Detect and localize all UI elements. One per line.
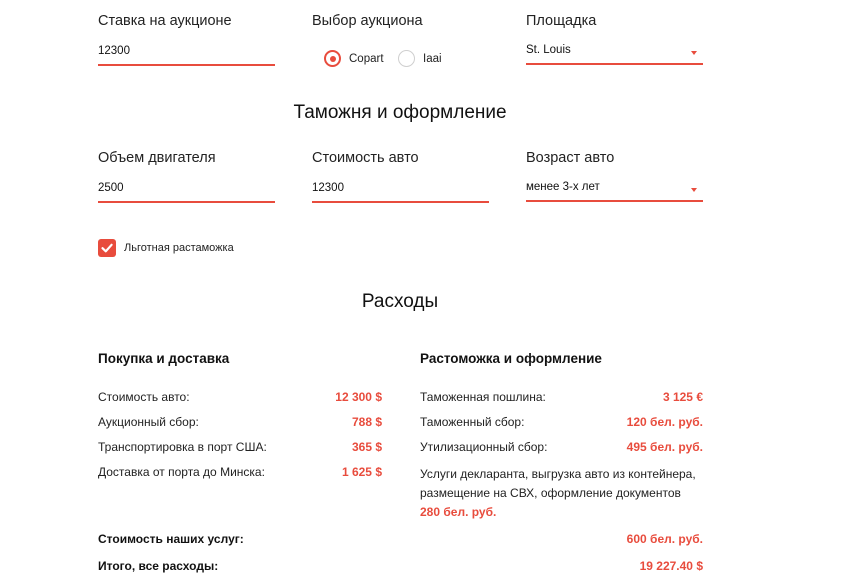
age-label: Возраст авто <box>526 150 615 166</box>
purchase-row-label: Доставка от порта до Минска: <box>98 465 265 479</box>
bid-label: Ставка на аукционе <box>98 13 232 29</box>
site-select[interactable] <box>526 40 703 67</box>
radio-copart-label: Copart <box>349 53 384 65</box>
list-item <box>420 415 703 433</box>
site-select-underline <box>526 63 703 65</box>
chevron-down-icon <box>691 51 697 55</box>
chevron-down-icon <box>691 188 697 192</box>
clearance-row-label: Таможенная пошлина: <box>420 390 546 404</box>
purchase-row-label: Аукционный сбор: <box>98 415 199 429</box>
total-row <box>98 559 703 577</box>
clearance-row-value: 120 бел. руб. <box>626 415 703 429</box>
declarant-services-value: 280 бел. руб. <box>420 505 497 519</box>
purchase-row-value: 788 $ <box>351 415 382 429</box>
radio-iaai[interactable] <box>398 50 458 70</box>
purchase-row-value: 12 300 $ <box>335 390 382 404</box>
purchase-row-value: 1 625 $ <box>341 465 382 479</box>
radio-iaai-label: Iaai <box>423 53 442 65</box>
purchase-row-label: Транспортировка в порт США: <box>98 440 267 454</box>
total-value: 19 227.40 $ <box>639 559 703 573</box>
engine-input-value: 2500 <box>98 182 124 194</box>
site-select-value: St. Louis <box>526 44 571 56</box>
engine-label: Объем двигателя <box>98 150 216 166</box>
list-item <box>420 440 703 458</box>
radio-copart-dot <box>324 50 341 67</box>
clearance-row-label: Таможенный сбор: <box>420 415 525 429</box>
age-select-value: менее 3-х лет <box>526 181 600 193</box>
preferential-label: Льготная растаможка <box>124 242 234 254</box>
cost-label: Стоимость авто <box>312 150 419 166</box>
customs-section-title: Таможня и оформление <box>293 102 507 123</box>
bid-input-value: 12300 <box>98 45 130 57</box>
bid-input[interactable] <box>98 40 275 67</box>
list-item <box>98 440 382 458</box>
radio-copart[interactable] <box>324 50 394 70</box>
engine-input-underline <box>98 201 275 203</box>
age-select-underline <box>526 200 703 202</box>
cost-input[interactable] <box>312 177 489 204</box>
services-cost-row <box>98 532 703 550</box>
clearance-row-label: Утилизационный сбор: <box>420 440 548 454</box>
clearance-subtitle: Растоможка и оформление <box>420 351 602 366</box>
total-label: Итого, все расходы: <box>98 559 219 573</box>
clearance-row-value: 3 125 € <box>662 390 703 404</box>
checkbox-checked-icon <box>98 239 116 257</box>
services-cost-label: Стоимость наших услуг: <box>98 532 244 546</box>
radio-iaai-dot <box>398 50 415 67</box>
purchase-row-value: 365 $ <box>351 440 382 454</box>
cost-input-value: 12300 <box>312 182 344 194</box>
preferential-checkbox[interactable] <box>98 239 258 259</box>
cost-input-underline <box>312 201 489 203</box>
list-item <box>98 390 382 408</box>
list-item <box>98 465 382 483</box>
bid-input-underline <box>98 64 275 66</box>
clearance-row-value: 495 бел. руб. <box>626 440 703 454</box>
services-cost-value: 600 бел. руб. <box>626 532 703 546</box>
expenses-section-title: Расходы <box>361 291 439 312</box>
list-item <box>420 390 703 408</box>
purchase-subtitle: Покупка и доставка <box>98 351 230 366</box>
purchase-row-label: Стоимость авто: <box>98 390 190 404</box>
list-item <box>98 415 382 433</box>
engine-input[interactable] <box>98 177 275 204</box>
declarant-services-text: Услуги декларанта, выгрузка авто из контейнера, размещение на СВХ, оформление документов <box>420 467 696 500</box>
age-select[interactable] <box>526 177 703 204</box>
auction-choice-label: Выбор аукциона <box>312 13 423 29</box>
site-label: Площадка <box>526 13 597 29</box>
declarant-services <box>420 465 710 522</box>
